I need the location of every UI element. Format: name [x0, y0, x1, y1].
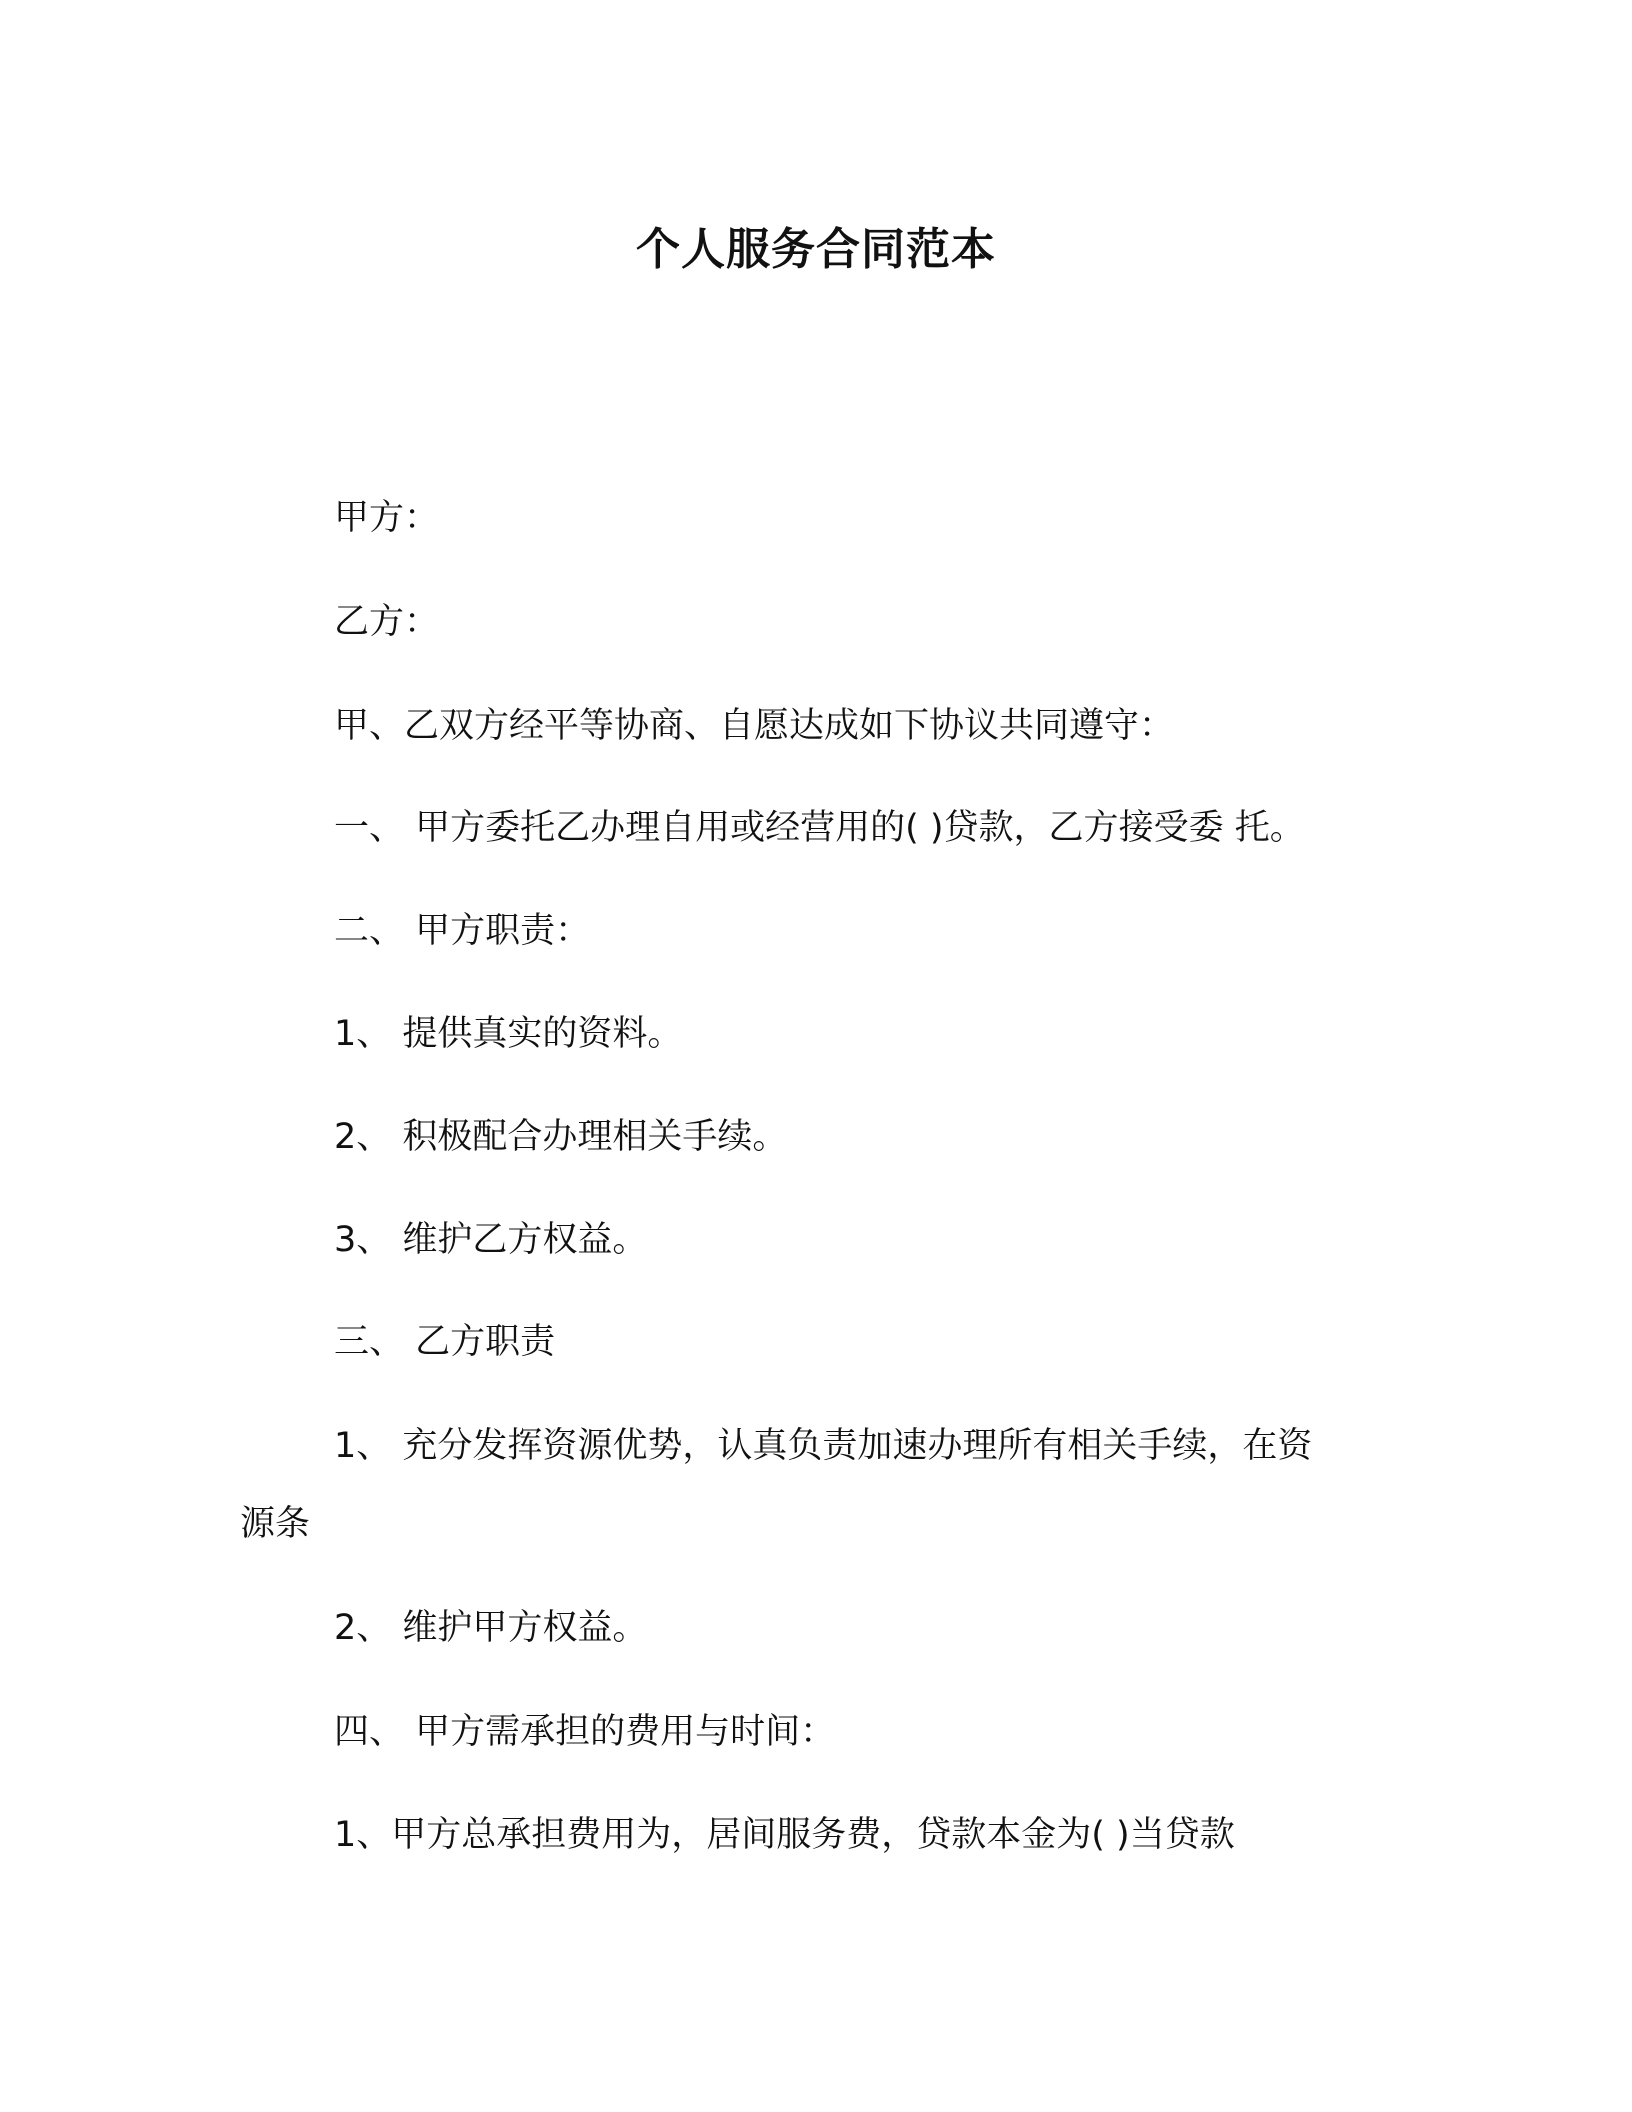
clause-3-item-1-continued: 源条 [240, 1504, 311, 1544]
party-a-line: 甲方： [334, 498, 440, 538]
clause-3-item-1: 1、 充分发挥资源优势，认真负责加速办理所有相关手续，在资 [334, 1426, 1313, 1466]
clause-2-item-1: 1、 提供真实的资料。 [334, 1014, 683, 1054]
clause-2-heading: 二、 甲方职责： [334, 911, 591, 951]
clause-4-heading: 四、 甲方需承担的费用与时间： [334, 1712, 836, 1752]
clause-2-item-3: 3、 维护乙方权益。 [334, 1220, 648, 1260]
clause-1: 一、 甲方委托乙办理自用或经营用的( )贷款，乙方接受委 托。 [334, 808, 1305, 848]
agreement-intro: 甲、乙双方经平等协商、自愿达成如下协议共同遵守： [334, 706, 1175, 746]
clause-3-item-2: 2、 维护甲方权益。 [334, 1608, 648, 1648]
party-b-line: 乙方： [334, 602, 440, 642]
clause-2-item-2: 2、 积极配合办理相关手续。 [334, 1117, 788, 1157]
clause-3-heading: 三、 乙方职责 [334, 1322, 556, 1362]
clause-4-item-1: 1、甲方总承担费用为，居间服务费，贷款本金为( )当贷款 [334, 1815, 1235, 1855]
document-title: 个人服务合同范本 [636, 224, 996, 275]
